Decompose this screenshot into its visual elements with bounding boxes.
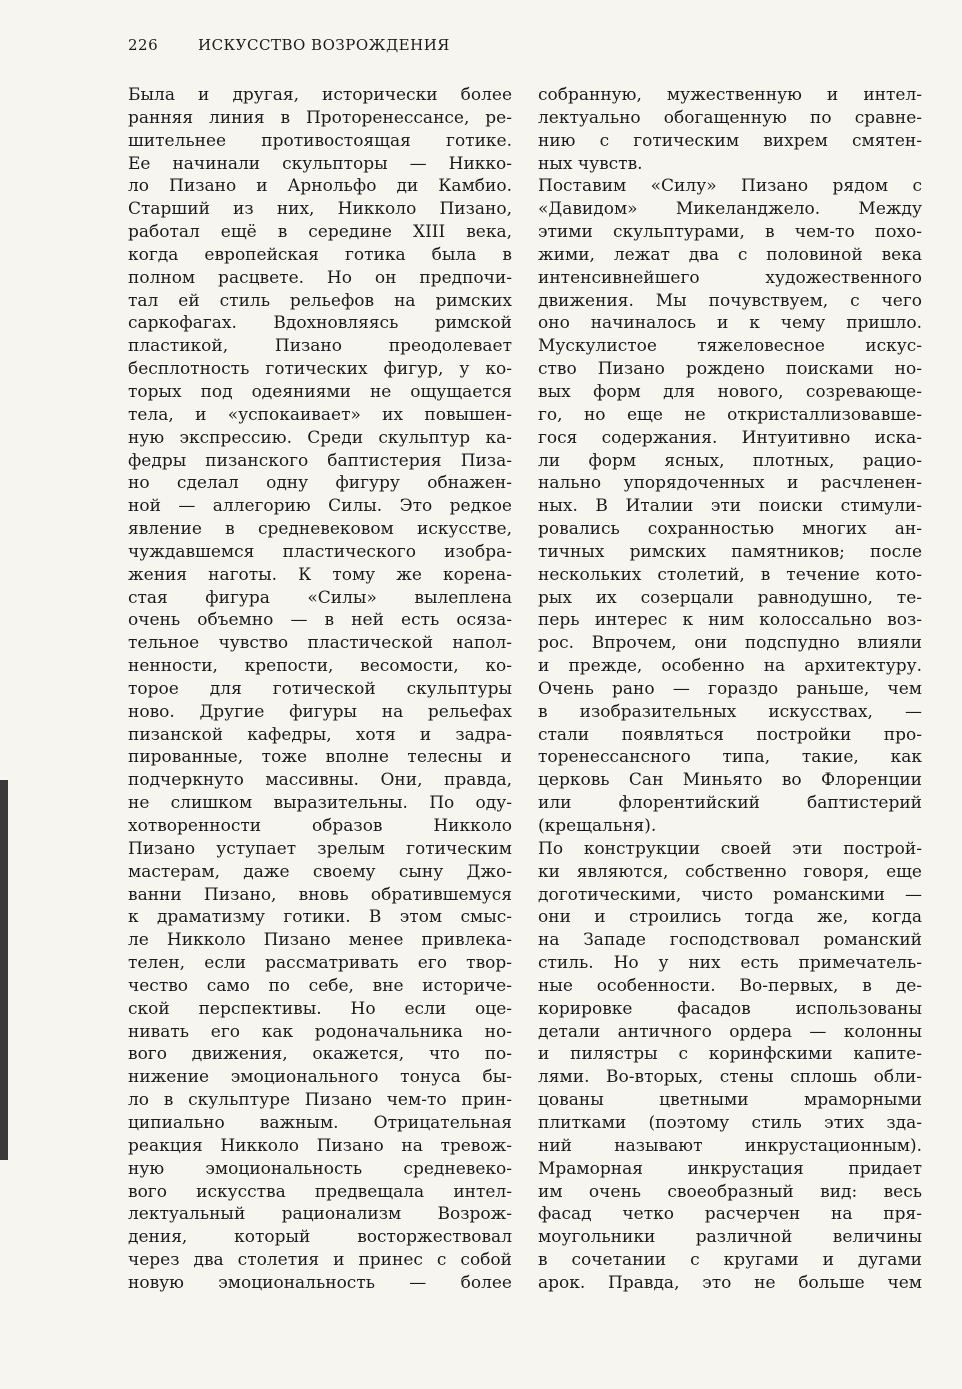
text-line: тичных римских памятников; после bbox=[538, 541, 922, 562]
text-line: через два столетия и принес с собой bbox=[128, 1250, 512, 1271]
text-line: или флорентийский баптистерий bbox=[538, 793, 922, 814]
text-line: Мраморная инкрустация придает bbox=[538, 1158, 922, 1179]
text-line: (крещальня). bbox=[538, 816, 657, 836]
text-line: ванни Пизано, вновь обратившемуся bbox=[128, 884, 512, 905]
text-line: ных. В Италии эти поиски стимули- bbox=[538, 496, 922, 517]
left-text-column bbox=[128, 84, 512, 1295]
text-line: оно начиналось и к чему пришло. bbox=[538, 313, 922, 334]
text-line: ки являются, собственно говоря, еще bbox=[538, 861, 922, 882]
text-line: новую эмоциональность — более bbox=[128, 1272, 512, 1293]
text-line: жения наготы. К тому же корена- bbox=[128, 564, 512, 585]
text-line: к драматизму готики. В этом смыс- bbox=[128, 907, 512, 928]
text-line: стиль. Но у них есть примечатель- bbox=[538, 953, 922, 974]
text-line: нескольких столетий, в течение кото- bbox=[538, 564, 922, 585]
text-line: движения. Мы почувствуем, с чего bbox=[538, 290, 922, 311]
text-line: го, но еще не откристаллизовавше- bbox=[538, 404, 922, 425]
scan-edge-shadow bbox=[0, 780, 8, 1160]
text-line: тал ей стиль рельефов на римских bbox=[128, 290, 512, 311]
text-line: жими, лежат два с половиной века bbox=[538, 244, 922, 265]
text-line: торых под одеяниями не ощущается bbox=[128, 381, 512, 402]
text-line: нижение эмоционального тонуса бы- bbox=[128, 1067, 512, 1088]
text-line: когда европейская готика была в bbox=[128, 244, 512, 265]
text-line: стая фигура «Силы» вылеплена bbox=[128, 587, 512, 608]
text-line: интенсивнейшего художественного bbox=[538, 267, 922, 288]
text-line: нию с готическим вихрем смятен- bbox=[538, 130, 922, 151]
text-line: подчеркнуто массивны. Они, правда, bbox=[128, 770, 512, 791]
text-line: ле Никколо Пизано менее привлека- bbox=[128, 930, 512, 951]
text-line: ской перспективы. Но если оце- bbox=[128, 998, 512, 1019]
page-header bbox=[128, 36, 450, 54]
text-line: шительнее противостоящая готике. bbox=[128, 130, 512, 151]
text-line: тела, и «успокаивает» их повышен- bbox=[128, 404, 512, 425]
text-line: Поставим «Силу» Пизано рядом с bbox=[538, 176, 922, 197]
text-line: мастерам, даже своему сыну Джо- bbox=[128, 861, 512, 882]
text-line: они и строились тогда же, когда bbox=[538, 907, 922, 928]
text-line: хотворенности образов Никколо bbox=[128, 816, 512, 836]
text-line: ные особенности. Во-первых, в де- bbox=[538, 975, 922, 996]
text-line: ных чувств. bbox=[538, 153, 643, 174]
text-line: федры пизанского баптистерия Пиза- bbox=[128, 450, 512, 471]
text-line: фасад четко расчерчен на пря- bbox=[538, 1204, 922, 1225]
text-line: ненности, крепости, весомости, ко- bbox=[128, 656, 512, 677]
text-line: чество само по себе, вне историче- bbox=[128, 975, 512, 996]
text-line: лектуально обогащенную по сравне- bbox=[538, 107, 922, 128]
text-line: торенессансного типа, такие, как bbox=[538, 747, 922, 768]
text-line: торое для готической скульптуры bbox=[128, 678, 512, 699]
text-line: ний называют инкрустационным). bbox=[538, 1135, 922, 1156]
text-line: ло Пизано и Арнольфо ди Камбио. bbox=[128, 176, 512, 197]
text-line: ципиально важным. Отрицательная bbox=[128, 1112, 512, 1133]
text-line: лями. Во-вторых, стены сплошь обли- bbox=[538, 1067, 922, 1088]
text-line: полном расцвете. Но он предпочи- bbox=[128, 267, 512, 288]
text-line: очень объемно — в ней есть осяза- bbox=[128, 610, 512, 631]
text-line: Очень рано — гораздо раньше, чем bbox=[538, 678, 922, 699]
text-line: рых их созерцали равнодушно, те- bbox=[538, 587, 922, 608]
text-line: ство Пизано рождено поисками но- bbox=[538, 359, 922, 380]
text-line: не слишком выразительны. По оду- bbox=[128, 793, 512, 814]
text-line: Мускулистое тяжеловесное искус- bbox=[538, 336, 922, 357]
text-line: корировке фасадов использованы bbox=[538, 998, 922, 1019]
text-line: По конструкции своей эти построй- bbox=[538, 838, 922, 859]
text-line: ли форм ясных, плотных, рацио- bbox=[538, 450, 922, 471]
text-line: бесплотность готических фигур, у ко- bbox=[128, 359, 512, 380]
text-line: собранную, мужественную и интел- bbox=[538, 85, 922, 105]
text-line: гося содержания. Интуитивно иска- bbox=[538, 427, 922, 448]
text-line: ло в скульптуре Пизано чем-то прин- bbox=[128, 1090, 512, 1111]
text-line: ную эмоциональность средневеко- bbox=[128, 1158, 512, 1179]
text-line: тельное чувство пластической напол- bbox=[128, 633, 512, 654]
text-line: дения, который восторжествовал bbox=[128, 1227, 512, 1248]
text-line: лектуальный рационализм Возрож- bbox=[128, 1204, 512, 1225]
text-line: моугольники различной величины bbox=[538, 1227, 922, 1248]
text-line: и пилястры с коринфскими капите- bbox=[538, 1044, 922, 1065]
text-line: пизанской кафедры, хотя и задра- bbox=[128, 724, 512, 745]
text-line: арок. Правда, это не больше чем bbox=[538, 1272, 922, 1293]
text-line: плитками (поэтому стиль этих зда- bbox=[538, 1112, 922, 1133]
text-line: чуждавшемся пластического изобра- bbox=[128, 541, 512, 562]
text-line: стали появляться постройки про- bbox=[538, 724, 922, 745]
page-number: 226 bbox=[128, 36, 159, 54]
text-line: этими скульптурами, в чем-то похо- bbox=[538, 222, 922, 243]
text-line: ново. Другие фигуры на рельефах bbox=[128, 701, 512, 722]
text-line: «Давидом» Микеланджело. Между bbox=[538, 199, 922, 220]
text-line: ровались сохранностью многих ан- bbox=[538, 519, 922, 540]
text-line: телен, если рассматривать его твор- bbox=[128, 953, 512, 974]
text-line: рос. Впрочем, они подспудно влияли bbox=[538, 633, 922, 654]
text-line: им очень своеобразный вид: весь bbox=[538, 1181, 922, 1202]
text-line: Ее начинали скульпторы — Никко- bbox=[128, 153, 512, 174]
text-line: пластикой, Пизано преодолевает bbox=[128, 336, 512, 357]
text-line: детали античного ордера — колонны bbox=[538, 1021, 922, 1042]
text-line: нивать его как родоначальника но- bbox=[128, 1021, 512, 1042]
running-title: ИСКУССТВО ВОЗРОЖДЕНИЯ bbox=[198, 36, 450, 54]
text-line: цованы цветными мраморными bbox=[538, 1090, 922, 1111]
text-line: реакция Никколо Пизано на тревож- bbox=[128, 1135, 512, 1156]
text-line: ной — аллегорию Силы. Это редкое bbox=[128, 496, 512, 517]
text-line: ранняя линия в Проторенессансе, ре- bbox=[128, 107, 512, 128]
text-line: но сделал одну фигуру обнажен- bbox=[128, 473, 512, 494]
text-line: Была и другая, исторически более bbox=[128, 85, 512, 105]
text-line: вого движения, окажется, что по- bbox=[128, 1044, 512, 1065]
text-line: церковь Сан Миньято во Флоренции bbox=[538, 770, 922, 791]
text-line: на Западе господствовал романский bbox=[538, 930, 922, 951]
text-line: ную экспрессию. Среди скульптур ка- bbox=[128, 427, 512, 448]
text-line: в изобразительных искусствах, — bbox=[538, 701, 922, 722]
text-line: и прежде, особенно на архитектуру. bbox=[538, 656, 922, 677]
right-text-column bbox=[538, 84, 922, 1295]
text-line: нально упорядоченных и расчленен- bbox=[538, 473, 922, 494]
text-line: перь интерес к ним колоссально воз- bbox=[538, 610, 922, 631]
text-line: в сочетании с кругами и дугами bbox=[538, 1250, 922, 1271]
text-line: саркофагах. Вдохновляясь римской bbox=[128, 313, 512, 334]
text-line: доготическими, чисто романскими — bbox=[538, 884, 922, 905]
text-line: работал ещё в середине XIII века, bbox=[128, 222, 512, 243]
text-line: Пизано уступает зрелым готическим bbox=[128, 838, 512, 859]
text-line: явление в средневековом искусстве, bbox=[128, 519, 512, 540]
text-line: вого искусства предвещала интел- bbox=[128, 1181, 512, 1202]
text-line: вых форм для нового, созревающе- bbox=[538, 381, 922, 402]
text-line: пированные, тоже вполне телесны и bbox=[128, 747, 512, 768]
text-line: Старший из них, Никколо Пизано, bbox=[128, 199, 512, 220]
